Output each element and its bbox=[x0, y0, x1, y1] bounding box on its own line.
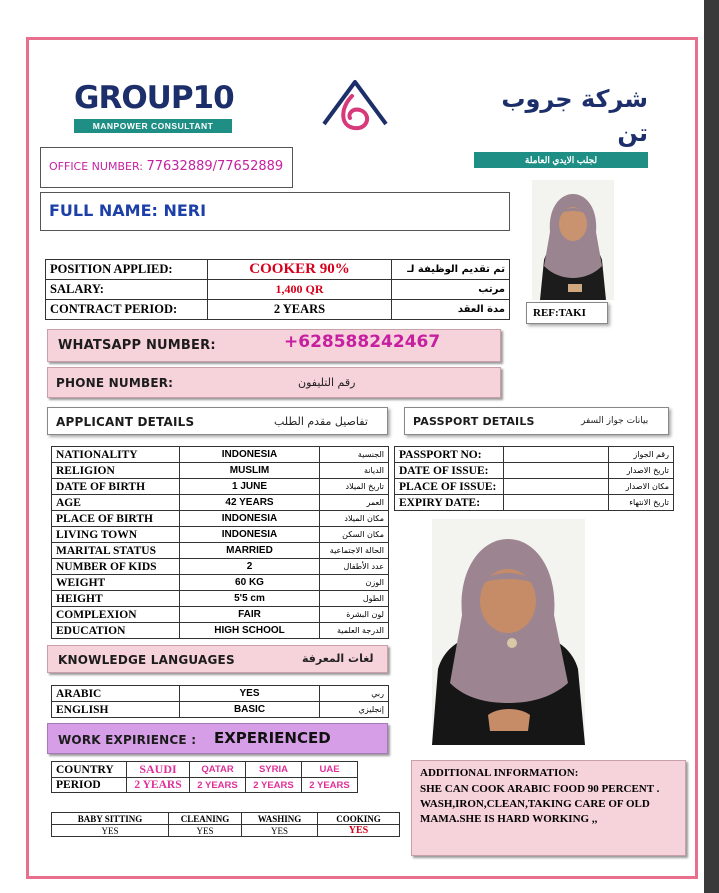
detail-value: 60 KG bbox=[180, 575, 320, 591]
languages-bar bbox=[47, 645, 388, 673]
phone-label: PHONE NUMBER: bbox=[56, 376, 174, 390]
whatsapp-label: WHATSAPP NUMBER: bbox=[58, 338, 216, 353]
detail-label: LIVING TOWN bbox=[52, 527, 180, 543]
position-row bbox=[46, 260, 510, 280]
center-emblem-icon bbox=[318, 74, 392, 138]
passport-label: PLACE OF ISSUE: bbox=[395, 479, 504, 495]
period-label: PERIOD bbox=[52, 778, 127, 793]
passport-ar: تاريخ الاصدار bbox=[609, 463, 674, 479]
work-experience-bar bbox=[47, 723, 388, 754]
salary-value: 1,400 QR bbox=[208, 280, 392, 300]
detail-value: INDONESIA bbox=[180, 447, 320, 463]
office-number-value: 77632889/77652889 bbox=[146, 159, 284, 174]
skill-header: WASHING bbox=[242, 813, 318, 825]
detail-value: INDONESIA bbox=[180, 527, 320, 543]
salary-label: SALARY: bbox=[46, 280, 208, 300]
detail-ar: الوزن bbox=[320, 575, 389, 591]
language-level: YES bbox=[180, 686, 320, 702]
passport-ar: رقم الجواز bbox=[609, 447, 674, 463]
whatsapp-bar bbox=[47, 329, 501, 362]
skill-value: YES bbox=[52, 825, 169, 837]
detail-row bbox=[52, 623, 389, 639]
language-row bbox=[52, 686, 389, 702]
passport-details-label: PASSPORT DETAILS bbox=[413, 415, 535, 428]
detail-label: EDUCATION bbox=[52, 623, 180, 639]
additional-info-title: ADDITIONAL INFORMATION: bbox=[420, 767, 579, 779]
language-name: ARABIC bbox=[52, 686, 180, 702]
detail-ar: لون البشرة bbox=[320, 607, 389, 623]
period-row bbox=[52, 778, 358, 793]
country-cell: UAE bbox=[302, 762, 358, 778]
detail-label: RELIGION bbox=[52, 463, 180, 479]
passport-ar: تاريخ الانتهاء bbox=[609, 495, 674, 511]
additional-info-text: SHE CAN COOK ARABIC FOOD 90 PERCENT . WASH,IRON,CLEAN,TAKING CARE OF OLD MAMA.SHE IS HARD WORKING ,, bbox=[420, 783, 660, 825]
detail-label: NUMBER OF KIDS bbox=[52, 559, 180, 575]
detail-ar: مكان الميلاد bbox=[320, 511, 389, 527]
arabic-logo-subtitle: لجلب الايدي العاملة bbox=[474, 152, 648, 168]
country-cell: SYRIA bbox=[246, 762, 302, 778]
ref-box bbox=[526, 302, 608, 324]
position-table bbox=[45, 259, 510, 320]
detail-ar: الدرجة العلمية bbox=[320, 623, 389, 639]
passport-row bbox=[395, 463, 674, 479]
detail-label: PLACE OF BIRTH bbox=[52, 511, 180, 527]
detail-row bbox=[52, 607, 389, 623]
detail-row bbox=[52, 543, 389, 559]
detail-row bbox=[52, 495, 389, 511]
passport-value bbox=[504, 447, 609, 463]
group10-logo-subtitle: MANPOWER CONSULTANT bbox=[74, 119, 232, 133]
skill-header: COOKING bbox=[318, 813, 400, 825]
group10-logo-text: GROUP10 bbox=[74, 80, 234, 116]
phone-ar-label: رقم التليفون bbox=[298, 376, 356, 389]
salary-ar: مرتب bbox=[392, 280, 510, 300]
detail-value: 5'5 cm bbox=[180, 591, 320, 607]
applicant-details-label: APPLICANT DETAILS bbox=[56, 415, 195, 429]
detail-value: 2 bbox=[180, 559, 320, 575]
work-experience-label: WORK EXPIRIENCE : bbox=[58, 733, 197, 747]
applicant-photo-large bbox=[432, 519, 585, 745]
detail-row bbox=[52, 575, 389, 591]
passport-value bbox=[504, 495, 609, 511]
applicant-details-table bbox=[51, 446, 389, 639]
passport-label: EXPIRY DATE: bbox=[395, 495, 504, 511]
languages-ar: لغات المعرفة bbox=[302, 652, 374, 665]
contract-value: 2 YEARS bbox=[208, 300, 392, 320]
detail-ar: الطول bbox=[320, 591, 389, 607]
period-cell: 2 YEARS bbox=[190, 778, 246, 793]
passport-label: DATE OF ISSUE: bbox=[395, 463, 504, 479]
passport-label: PASSPORT NO: bbox=[395, 447, 504, 463]
detail-label: AGE bbox=[52, 495, 180, 511]
passport-details-ar: بيانات جواز السفر bbox=[581, 416, 649, 426]
period-cell: 2 YEARS bbox=[246, 778, 302, 793]
detail-label: HEIGHT bbox=[52, 591, 180, 607]
country-cell: QATAR bbox=[190, 762, 246, 778]
detail-ar: الديانة bbox=[320, 463, 389, 479]
language-ar: ربي bbox=[320, 686, 389, 702]
skill-header: CLEANING bbox=[169, 813, 242, 825]
office-number-box bbox=[40, 147, 293, 188]
detail-label: NATIONALITY bbox=[52, 447, 180, 463]
detail-row bbox=[52, 447, 389, 463]
passport-row bbox=[395, 447, 674, 463]
country-row bbox=[52, 762, 358, 778]
language-name: ENGLISH bbox=[52, 702, 180, 718]
detail-ar: عدد الأطفال bbox=[320, 559, 389, 575]
office-number-line bbox=[49, 159, 283, 174]
detail-row bbox=[52, 559, 389, 575]
group10-logo bbox=[74, 80, 238, 138]
languages-label: KNOWLEDGE LANGUAGES bbox=[58, 653, 235, 667]
position-value: COOKER 90% bbox=[208, 260, 392, 280]
applicant-details-bar bbox=[47, 407, 388, 435]
detail-value: HIGH SCHOOL bbox=[180, 623, 320, 639]
period-cell: 2 YEARS bbox=[302, 778, 358, 793]
country-cell: SAUDI bbox=[127, 762, 190, 778]
full-name: FULL NAME: NERI bbox=[49, 201, 207, 220]
detail-label: MARITAL STATUS bbox=[52, 543, 180, 559]
detail-row bbox=[52, 511, 389, 527]
whatsapp-number: +628588242467 bbox=[284, 332, 441, 352]
passport-ar: مكان الاصدار bbox=[609, 479, 674, 495]
passport-table bbox=[394, 446, 674, 511]
applicant-photo-small bbox=[532, 180, 614, 300]
work-history-table bbox=[51, 761, 358, 793]
contract-label: CONTRACT PERIOD: bbox=[46, 300, 208, 320]
skill-value: YES bbox=[318, 825, 400, 837]
detail-value: FAIR bbox=[180, 607, 320, 623]
contract-row bbox=[46, 300, 510, 320]
detail-ar: الحالة الاجتماعية bbox=[320, 543, 389, 559]
phone-bar bbox=[47, 367, 501, 398]
salary-row bbox=[46, 280, 510, 300]
detail-label: COMPLEXION bbox=[52, 607, 180, 623]
skill-header: BABY SITTING bbox=[52, 813, 169, 825]
language-level: BASIC bbox=[180, 702, 320, 718]
skill-value: YES bbox=[169, 825, 242, 837]
position-ar: تم تقديم الوظيفة لـ bbox=[392, 260, 510, 280]
passport-row bbox=[395, 479, 674, 495]
language-ar: إنجليزي bbox=[320, 702, 389, 718]
detail-value: INDONESIA bbox=[180, 511, 320, 527]
skill-value: YES bbox=[242, 825, 318, 837]
detail-label: DATE OF BIRTH bbox=[52, 479, 180, 495]
language-row bbox=[52, 702, 389, 718]
detail-value: 42 YEARS bbox=[180, 495, 320, 511]
detail-ar: تاريخ الميلاد bbox=[320, 479, 389, 495]
period-cell: 2 YEARS bbox=[127, 778, 190, 793]
detail-row bbox=[52, 463, 389, 479]
applicant-details-ar: تفاصيل مقدم الطلب bbox=[274, 415, 368, 428]
viewer-scrollbar[interactable] bbox=[704, 0, 719, 893]
passport-value bbox=[504, 463, 609, 479]
skills-table bbox=[51, 812, 400, 837]
passport-details-bar bbox=[404, 407, 669, 435]
detail-value: MARRIED bbox=[180, 543, 320, 559]
detail-row bbox=[52, 527, 389, 543]
arabic-logo-text: شركة جروب تن bbox=[501, 85, 648, 147]
detail-value: MUSLIM bbox=[180, 463, 320, 479]
skills-header-row bbox=[52, 813, 400, 825]
country-label: COUNTRY bbox=[52, 762, 127, 778]
detail-value: 1 JUNE bbox=[180, 479, 320, 495]
ref-code: REF:TAKI bbox=[533, 307, 586, 319]
contract-ar: مدة العقد bbox=[392, 300, 510, 320]
detail-ar: مكان السكن bbox=[320, 527, 389, 543]
position-label: POSITION APPLIED: bbox=[46, 260, 208, 280]
office-number-label: OFFICE NUMBER: bbox=[49, 160, 147, 173]
skills-value-row bbox=[52, 825, 400, 837]
work-experience-value: EXPERIENCED bbox=[214, 729, 331, 747]
detail-row bbox=[52, 591, 389, 607]
languages-table bbox=[51, 685, 389, 718]
detail-label: WEIGHT bbox=[52, 575, 180, 591]
detail-row bbox=[52, 479, 389, 495]
arabic-logo bbox=[470, 82, 648, 165]
additional-info-box bbox=[411, 760, 686, 856]
passport-row bbox=[395, 495, 674, 511]
full-name-box bbox=[40, 192, 510, 231]
detail-ar: الجنسية bbox=[320, 447, 389, 463]
detail-ar: العمر bbox=[320, 495, 389, 511]
passport-value bbox=[504, 479, 609, 495]
